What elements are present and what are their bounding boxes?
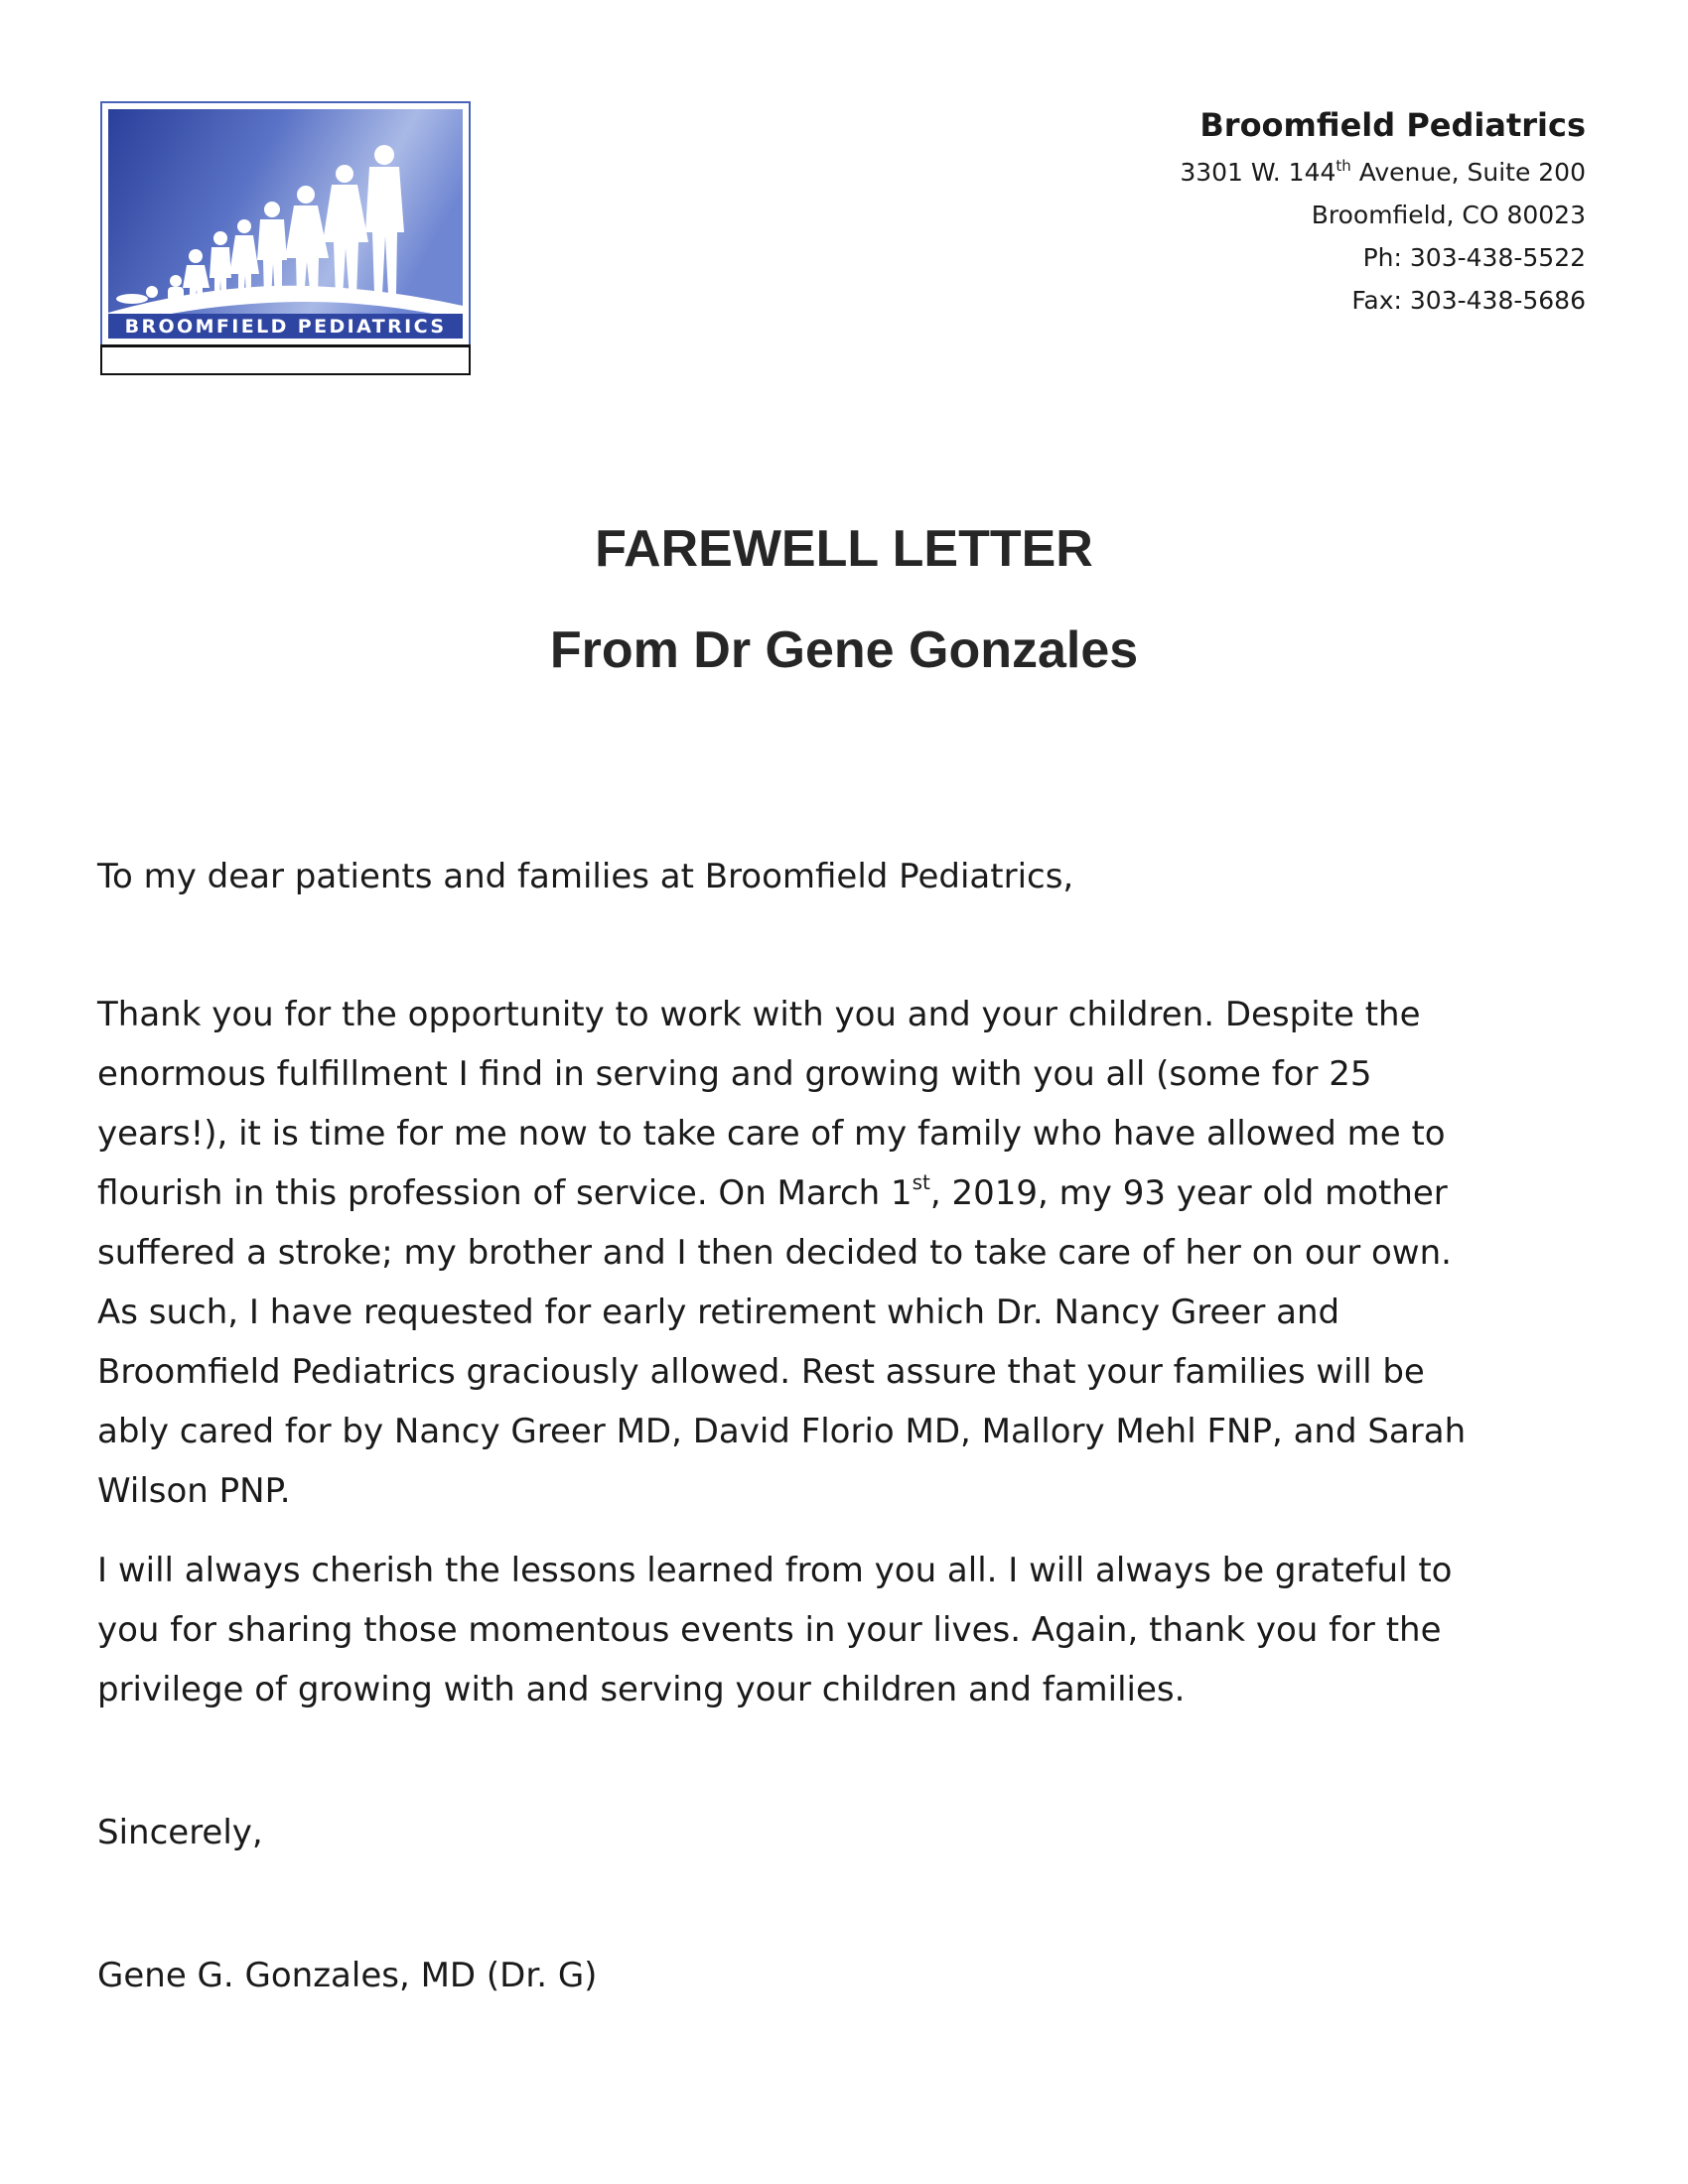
paragraph-1-line: Wilson PNP. xyxy=(97,1471,291,1511)
salutation: To my dear patients and families at Broomfield Pediatrics, xyxy=(97,857,1074,896)
logo-frame xyxy=(100,101,471,346)
logo-wordmark: BROOMFIELD PEDIATRICS xyxy=(124,316,447,338)
street-address-rest: Avenue, Suite 200 xyxy=(1350,158,1586,187)
fax-number: Fax: 303-438-5686 xyxy=(1351,286,1586,315)
family-silhouette-logo-icon xyxy=(108,109,463,339)
paragraph-1-line xyxy=(97,1163,1607,1223)
letter-title: FAREWELL LETTER xyxy=(595,520,1093,578)
paragraph-2-line: you for sharing those momentous events in your lives. Again, thank you for the xyxy=(97,1610,1442,1650)
street-address-number: 3301 W. 144 xyxy=(1180,158,1336,187)
paragraph-1-line-part: flourish in this profession of service. On March 1 xyxy=(97,1173,913,1213)
street-address xyxy=(1030,151,1586,194)
practice-logo xyxy=(100,101,471,375)
practice-address-block xyxy=(1030,99,1586,322)
city-state-zip: Broomfield, CO 80023 xyxy=(1311,201,1586,229)
paragraph-1-line: Thank you for the opportunity to work with you and your children. Despite the xyxy=(97,995,1421,1034)
date-ordinal-suffix: st xyxy=(912,1170,930,1194)
paragraph-2-line: I will always cherish the lessons learned from you all. I will always be grateful to xyxy=(97,1551,1453,1590)
paragraph-1-line: suffered a stroke; my brother and I then decided to take care of her on our own. xyxy=(97,1233,1452,1273)
paragraph-2 xyxy=(97,1541,1607,1719)
letter-subtitle: From Dr Gene Gonzales xyxy=(549,621,1139,679)
paragraph-1-line: ably cared for by Nancy Greer MD, David Florio MD, Mallory Mehl FNP, and Sarah xyxy=(97,1412,1467,1451)
paragraph-1-line: Broomfield Pediatrics graciously allowed. Rest assure that your families will be xyxy=(97,1352,1425,1392)
paragraph-1 xyxy=(97,985,1607,1521)
paragraph-1-line: years!), it is time for me now to take care of my family who have allowed me to xyxy=(97,1114,1446,1154)
phone-number: Ph: 303-438-5522 xyxy=(1362,243,1586,272)
practice-name: Broomfield Pediatrics xyxy=(1199,106,1586,144)
paragraph-2-line: privilege of growing with and serving your children and families. xyxy=(97,1670,1186,1709)
paragraph-1-line: enormous fulfillment I find in serving and growing with you all (some for 25 xyxy=(97,1054,1372,1094)
signature: Gene G. Gonzales, MD (Dr. G) xyxy=(97,1956,598,1995)
logo-underbar xyxy=(100,344,471,375)
closing: Sincerely, xyxy=(97,1813,263,1852)
paragraph-1-line-part: , 2019, my 93 year old mother xyxy=(929,1173,1448,1213)
paragraph-1-line: As such, I have requested for early retirement which Dr. Nancy Greer and xyxy=(97,1293,1340,1332)
street-ordinal-suffix: th xyxy=(1336,157,1351,175)
